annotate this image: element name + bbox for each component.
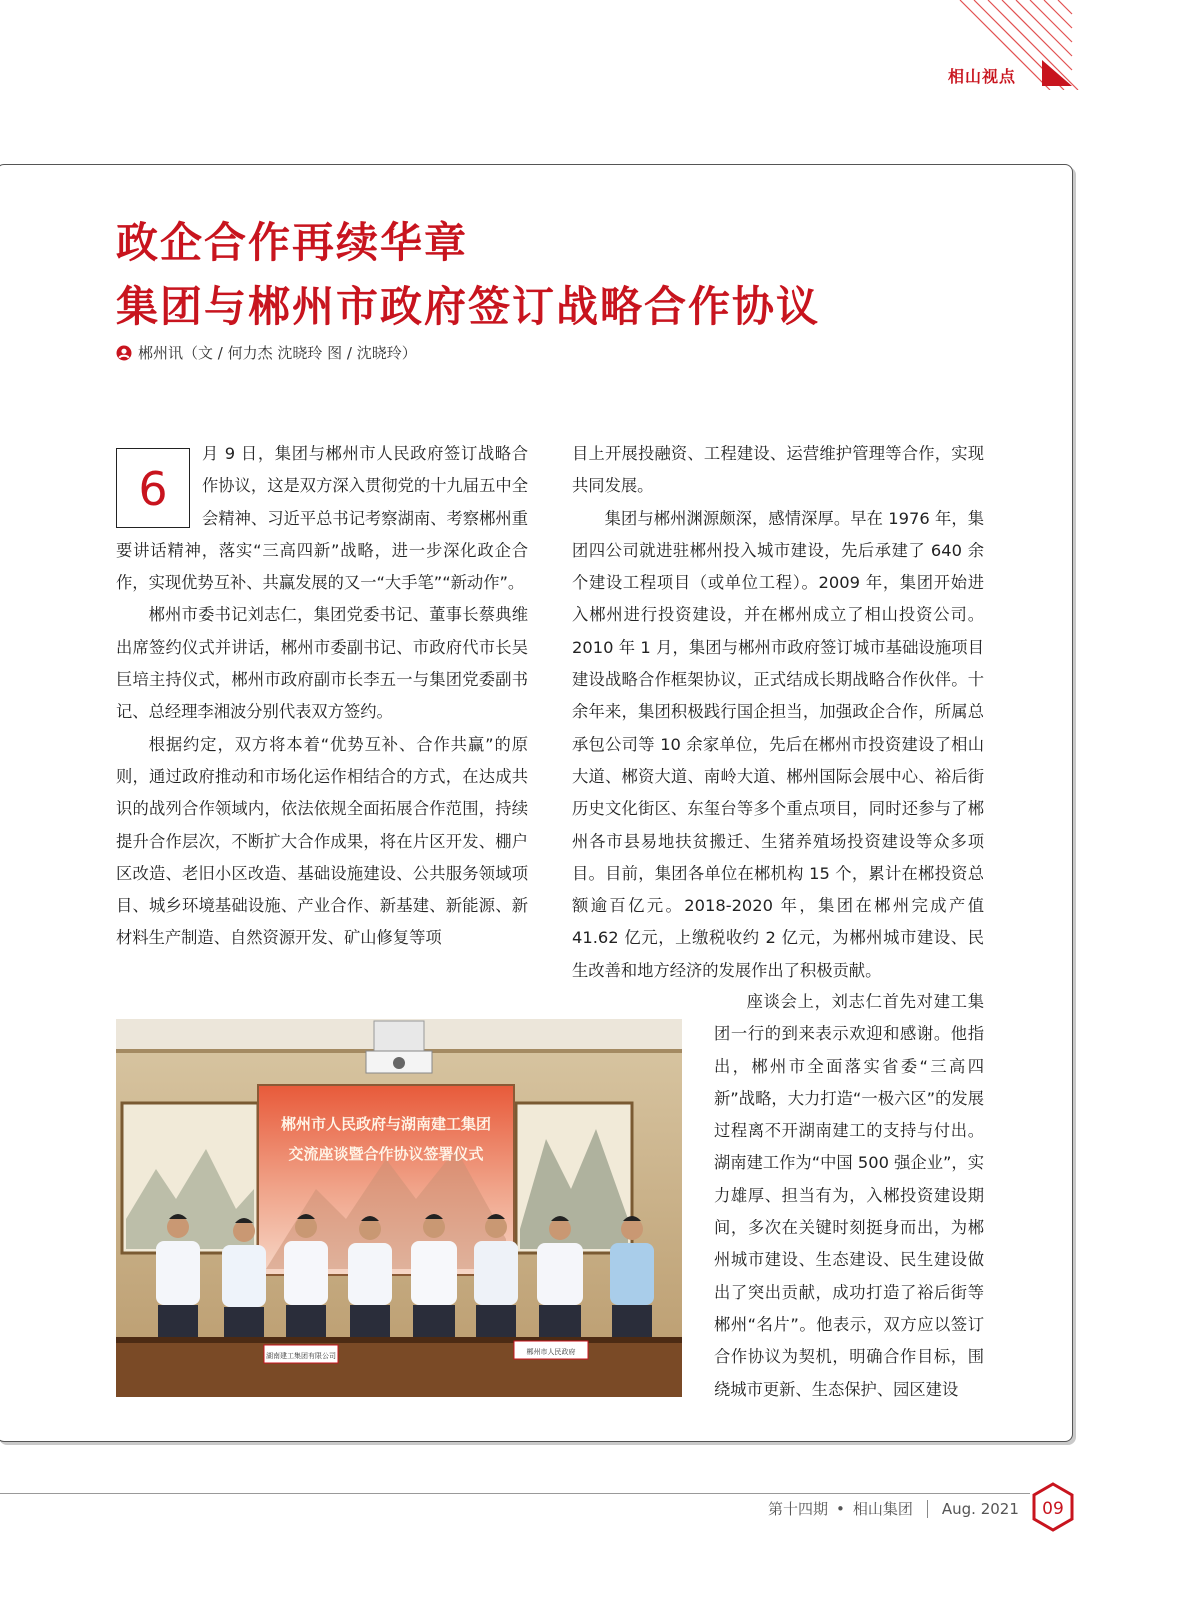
footer-date: Aug. 2021 bbox=[941, 1499, 1019, 1518]
byline-text: 郴州讯（文 / 何力杰 沈晓玲 图 / 沈晓玲） bbox=[138, 344, 417, 362]
paragraph: 郴州市委书记刘志仁，集团党委书记、董事长蔡典维出席签约仪式并讲话，郴州市委副书记、市政府代市长吴巨培主持仪式，郴州市政府副市长李五一与集团党委副书记、总经理李湘波分别代表双方签约。 bbox=[116, 605, 528, 722]
nameplate-right: 郴州市人民政府 bbox=[526, 1348, 576, 1356]
page-number-badge bbox=[1032, 1482, 1074, 1532]
paragraph: 目上开展投融资、工程建设、运营维护管理等合作，实现共同发展。 bbox=[572, 444, 984, 496]
section-label: 相山视点 bbox=[948, 67, 1017, 86]
paragraph: 座谈会上，刘志仁首先对建工集团一行的到来表示欢迎和感谢。他指出，郴州市全面落实省委“三高四新”战略，大力打造“一极六区”的发展过程离不开湖南建工的支持与付出。湖南建工作为“中国 500 强企业”，实力雄厚、担当有为，入郴投资建设期间，多次在关键时刻挺身而出，为郴州城市建设、生态建设、民生建设做出了突出贡献，成功打造了裕后街等郴州“名片”。他表示，双方应以签订合作协议为契机，明确合作目标，围绕城市更新、生态保护、园区建设 bbox=[714, 992, 984, 1399]
bullet-icon: • bbox=[836, 1499, 845, 1518]
article-title-line2: 集团与郴州市政府签订战略合作协议 bbox=[116, 282, 821, 331]
paragraph: 根据约定，双方将本着“优势互补、合作共赢”的原则，通过政府推动和市场化运作相结合的方式，在达成共识的战列合作领域内，依法依规全面拓展合作范围，持续提升合作层次，不断扩大合作成果，将在片区开发、棚户区改造、老旧小区改造、基础设施建设、公共服务领域项目、城乡环境基础设施、产业合作、新基建、新能源、新材料生产制造、自然资源开发、矿山修复等项 bbox=[116, 734, 528, 948]
paragraph bbox=[116, 438, 528, 599]
divider bbox=[927, 1500, 928, 1518]
banner-line1: 郴州市人民政府与湖南建工集团 bbox=[280, 1117, 492, 1133]
section-triangle-icon bbox=[1040, 60, 1072, 86]
page-footer bbox=[768, 1498, 1019, 1519]
nameplate-left: 湖南建工集团有限公司 bbox=[266, 1352, 336, 1360]
paragraph: 集团与郴州渊源颇深，感情深厚。早在 1976 年，集团四公司就进驻郴州投入城市建设，先后承建了 640 余个建设工程项目（或单位工程）。2009 年，集团开始进入郴州进行投资建设，并在郴州成立了相山投资公司。2010 年 1 月，集团与郴州市政府签订城市基础设施项目建设战略合作框架协议，正式结成长期战略合作伙伴。十余年来，集团积极践行国企担当，加强政企合作，所属总承包公司等 10 余家单位，先后在郴州市投资建设了相山大道、郴资大道、南岭大道、郴州国际会展中心、裕后街历史文化街区、东玺台等多个重点项目，同时还参与了郴州各市县易地扶贫搬迁、生猪养殖场投资建设等众多项目。目前，集团各单位在郴机构 15 个，累计在郴投资总额逾百亿元。2018-2020 年，集团在郴州完成产值 41.62 亿元，上缴税收约 2 亿元，为郴州城市建设、民生改善和地方经济的发展作出了积极贡献。 bbox=[572, 508, 984, 980]
article-column-1 bbox=[116, 438, 528, 955]
person-icon bbox=[116, 345, 132, 361]
byline bbox=[116, 342, 417, 363]
footer-issue: 第十四期 bbox=[768, 1500, 829, 1518]
page-number: 09 bbox=[1042, 1499, 1064, 1519]
article-column-2 bbox=[572, 438, 984, 987]
dropcap: 6 bbox=[116, 448, 190, 528]
paragraph-text: 月 9 日，集团与郴州市人民政府签订战略合作协议，这是双方深入贯彻党的十九届五中全会精神、习近平总书记考察湖南、考察郴州重要讲话精神，落实“三高四新”战略，进一步深化政企合作，实现优势互补、共赢发展的又一“大手笔”“新动作”。 bbox=[116, 444, 528, 593]
article-title-line1: 政企合作再续华章 bbox=[116, 218, 469, 267]
footer-company: 相山集团 bbox=[852, 1500, 913, 1518]
article-column-3 bbox=[714, 986, 984, 1406]
footer-rule bbox=[0, 1493, 1030, 1494]
signing-ceremony-photo bbox=[116, 1019, 682, 1397]
banner-line2: 交流座谈暨合作协议签署仪式 bbox=[288, 1147, 484, 1163]
